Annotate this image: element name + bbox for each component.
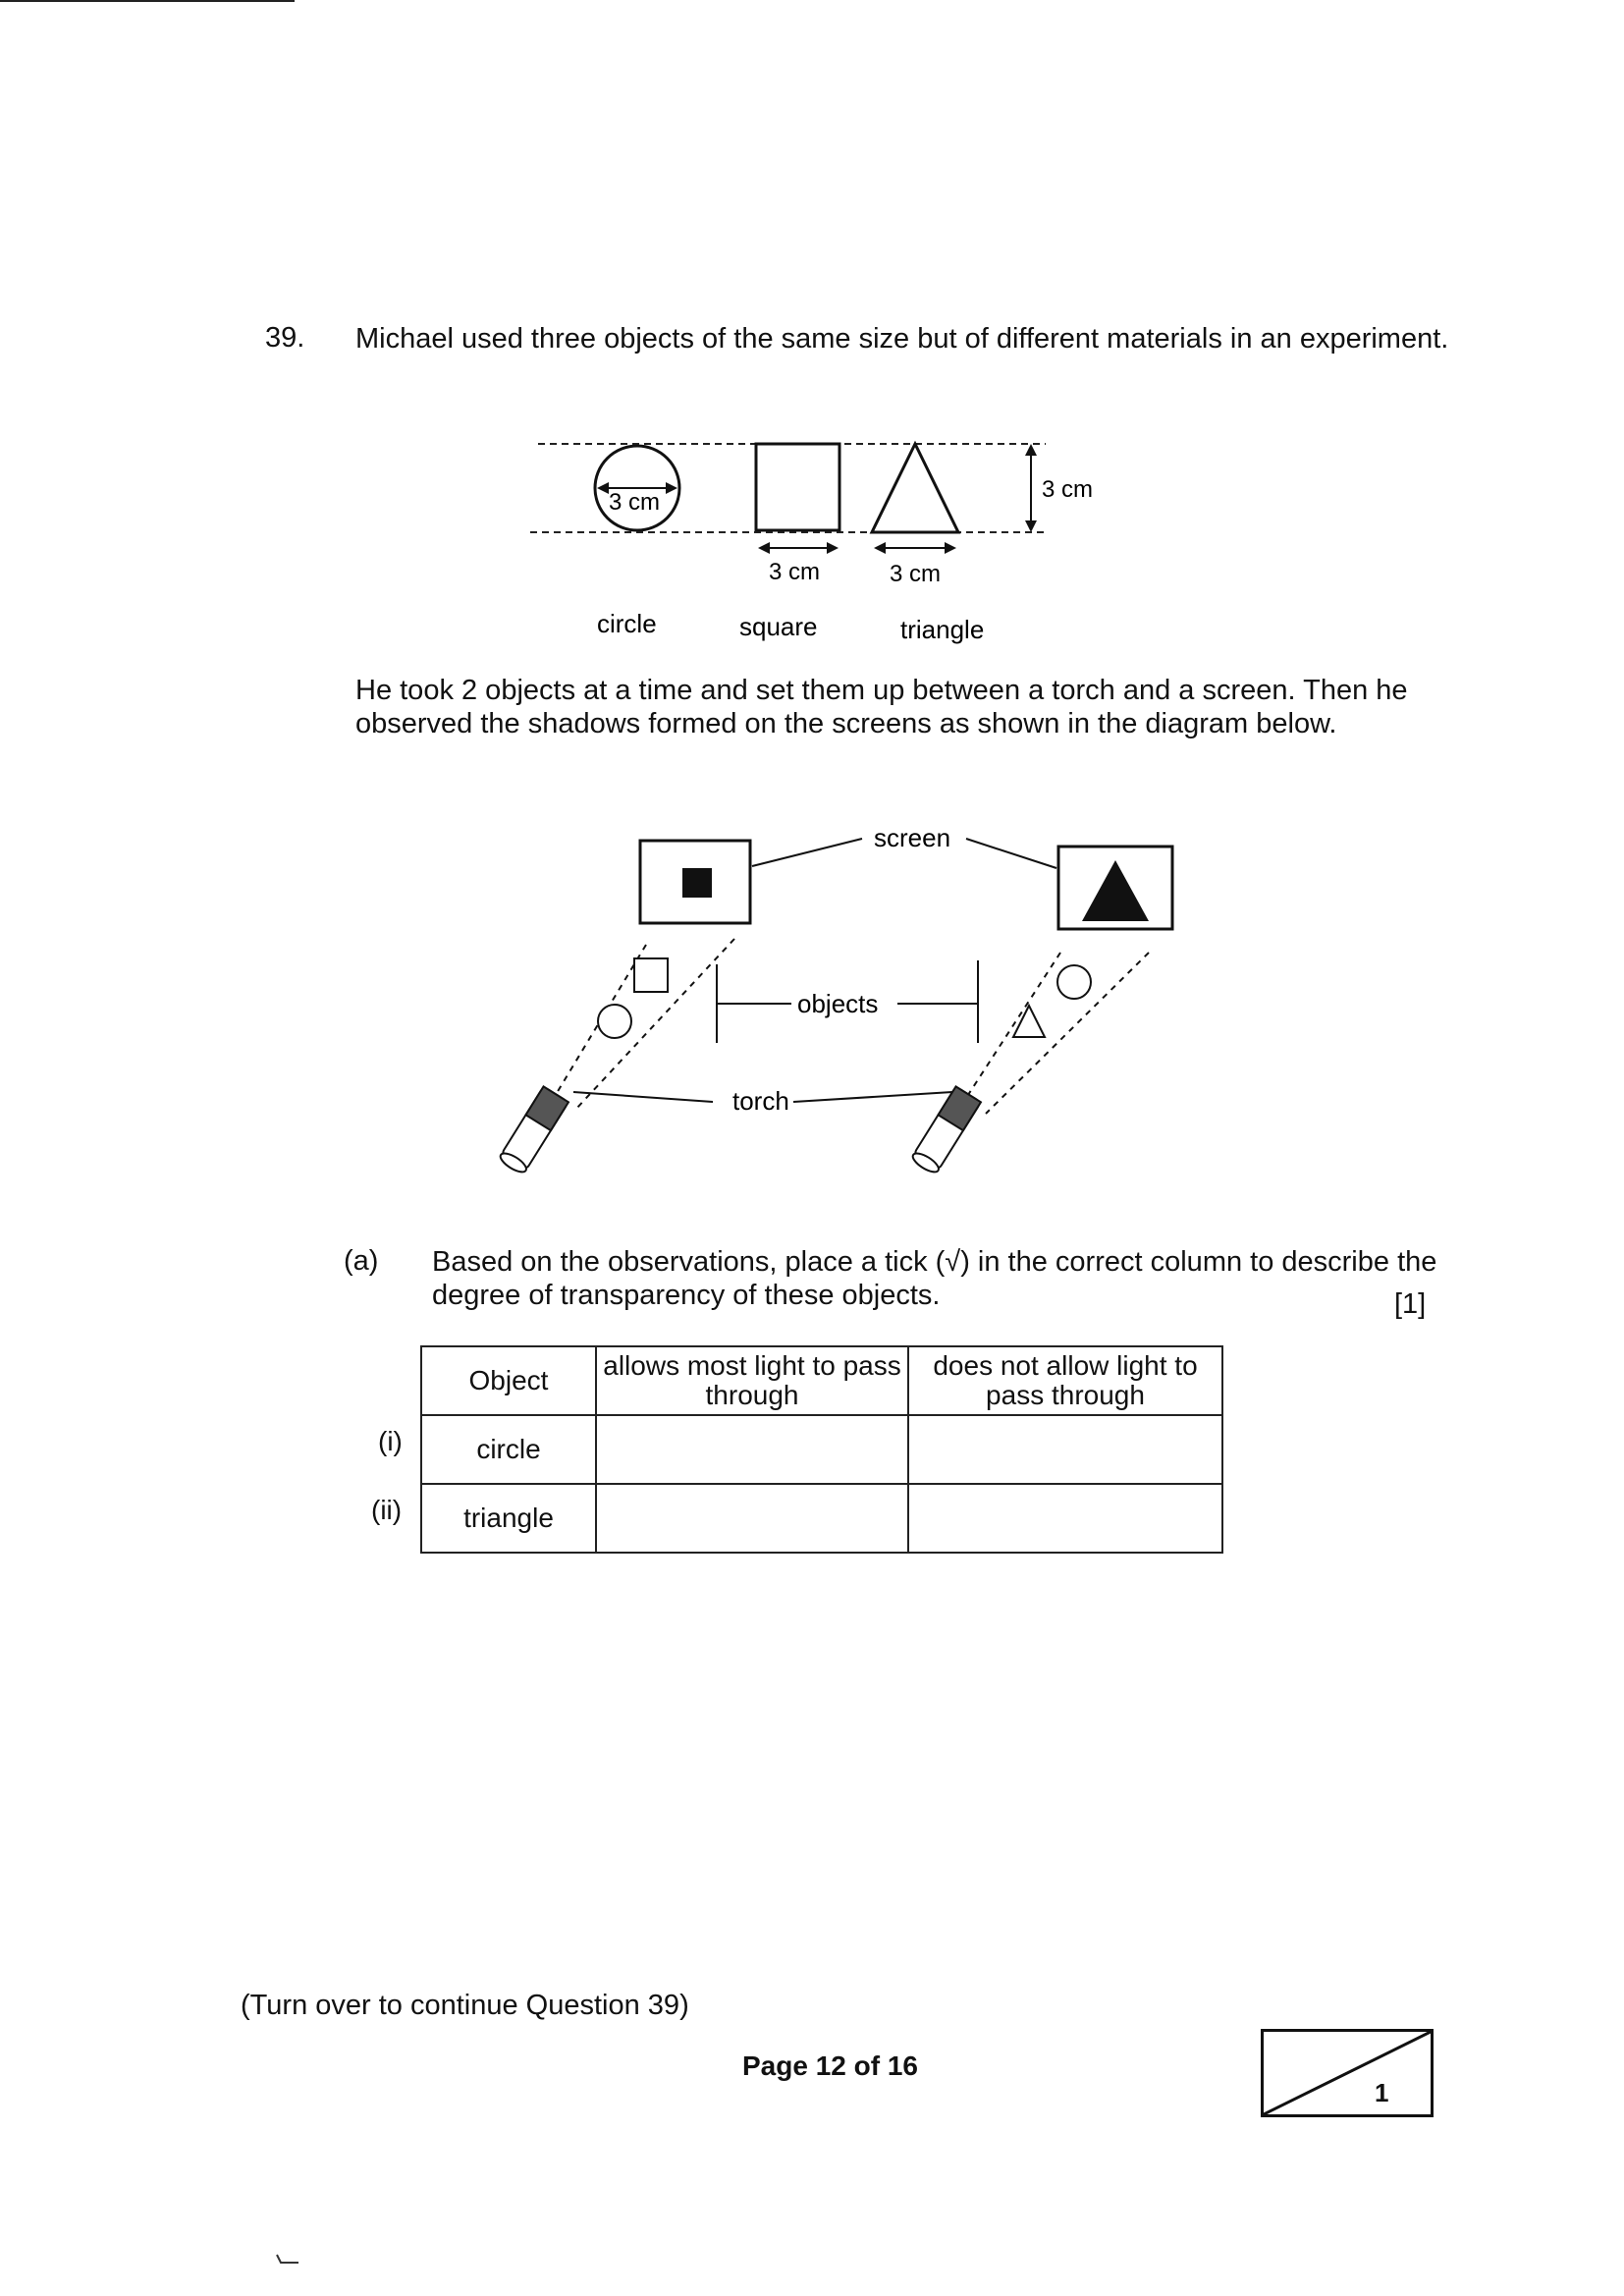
mark-box — [1261, 2029, 1434, 2117]
setup-figure — [481, 815, 1208, 1178]
answer-cell-triangle-allows[interactable] — [596, 1484, 908, 1553]
objects-label: objects — [797, 989, 879, 1018]
label-circle: circle — [597, 609, 657, 638]
height-dimension: 3 cm — [1042, 476, 1094, 503]
triangle-dimension: 3 cm — [890, 561, 942, 587]
table-header-row — [421, 1346, 1222, 1415]
right-object-triangle — [1013, 1006, 1045, 1037]
right-object-circle — [1057, 965, 1091, 999]
page-number: Page 12 of 16 — [742, 2050, 918, 2081]
table-row — [421, 1415, 1222, 1484]
transparency-table — [420, 1345, 1223, 1554]
header-object: Object — [421, 1346, 596, 1415]
continue-note: (Turn over to continue Question 39) — [241, 1990, 689, 2021]
page-top-rule — [0, 0, 295, 2]
row-label-ii: (ii) — [371, 1495, 403, 1525]
torch-label: torch — [732, 1086, 789, 1116]
header-no-light: does not allow light to pass through — [908, 1346, 1222, 1415]
answer-cell-triangle-blocks[interactable] — [908, 1484, 1222, 1553]
square-dimension: 3 cm — [769, 559, 821, 585]
answer-cell-circle-blocks[interactable] — [908, 1415, 1222, 1484]
row-object-triangle: triangle — [421, 1484, 596, 1553]
part-a-text: Based on the observations, place a tick (√) in the correct column to describe the degree of transparency of these objects. — [432, 1246, 1437, 1311]
triangle-shape — [872, 444, 958, 532]
row-object-circle: circle — [421, 1415, 596, 1484]
table-row — [421, 1484, 1222, 1553]
question-number: 39. — [265, 322, 305, 354]
label-triangle: triangle — [900, 615, 985, 644]
left-torch — [498, 1086, 568, 1175]
circle-dimension: 3 cm — [609, 489, 661, 516]
row-label-i: (i) — [378, 1426, 403, 1456]
objects-figure — [520, 422, 1129, 658]
right-torch — [910, 1086, 981, 1175]
setup-paragraph: He took 2 objects at a time and set them up between a torch and a screen. Then he observed the shadows formed on the screens as shown in the diagram below. — [355, 675, 1408, 739]
part-a-label: (a) — [344, 1245, 379, 1277]
left-object-square — [634, 958, 668, 992]
part-a-marks: [1] — [1394, 1288, 1427, 1320]
left-shadow-square — [682, 868, 712, 898]
left-object-circle — [598, 1005, 631, 1038]
question-intro: Michael used three objects of the same size but of different materials in an experiment. — [355, 323, 1449, 355]
right-shadow-triangle — [1082, 860, 1149, 921]
screen-label: screen — [874, 823, 951, 852]
answer-cell-circle-allows[interactable] — [596, 1415, 908, 1484]
square-shape — [756, 444, 839, 530]
mark-box-value: 1 — [1375, 2078, 1389, 2107]
label-square: square — [739, 612, 818, 641]
header-allows-most-light: allows most light to pass through — [596, 1346, 908, 1415]
mark-box-diagonal — [1264, 2032, 1431, 2114]
stray-tick-mark — [275, 2253, 304, 2267]
